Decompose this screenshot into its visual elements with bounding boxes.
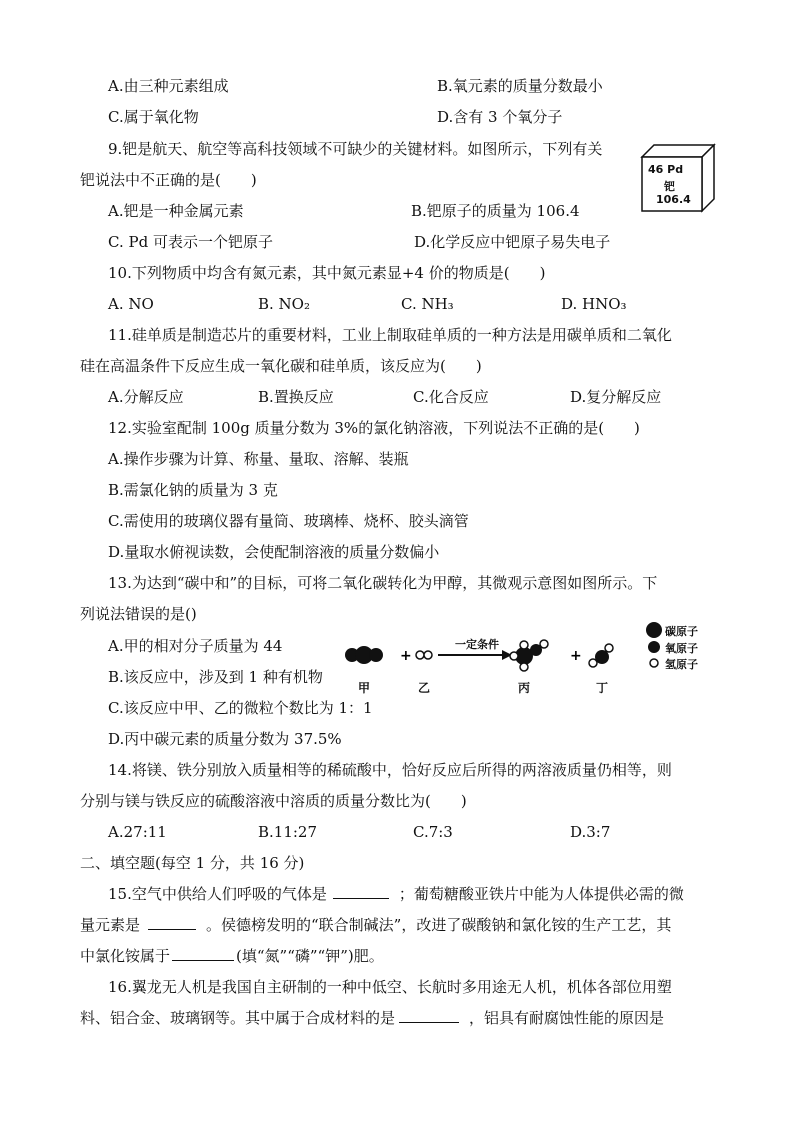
q11-option-c: C.化合反应 xyxy=(413,388,489,406)
q15-text-2b: 。侯德榜发明的“联合制碱法”，改进了碳酸钠和氯化铵的生产工艺，其 xyxy=(206,916,672,934)
q13-stem-line1: 13.为达到“碳中和”的目标，可将二氧化碳转化为甲醇，其微观示意图如图所示。下 xyxy=(108,574,658,592)
q13-stem-line2: 列说法错误的是() xyxy=(80,605,197,623)
q14-option-a: A.27:11 xyxy=(108,823,167,841)
label-ding: 丁 xyxy=(596,681,609,695)
q14-stem-line1: 14.将镁、铁分别放入质量相等的稀硫酸中，恰好反应后所得的两溶液质量仍相等，则 xyxy=(108,761,672,779)
q12-option-c: C.需使用的玻璃仪器有量筒、玻璃棒、烧杯、胶头滴管 xyxy=(108,512,469,530)
q9-stem-line2: 钯说法中不正确的是( ) xyxy=(80,171,257,189)
label-jia: 甲 xyxy=(358,681,371,695)
q13-option-b: B.该反应中，涉及到 1 种有机物 xyxy=(108,668,323,686)
q14-option-b: B.11:27 xyxy=(258,823,318,841)
legend-carbon-icon xyxy=(646,622,662,638)
q9-option-a: A.钯是一种金属元素 xyxy=(108,202,244,220)
molecule-ding xyxy=(589,644,613,667)
q10-option-a: A. NO xyxy=(108,295,154,313)
q10-stem: 10.下列物质中均含有氮元素，其中氮元素显+4 价的物质是( ) xyxy=(108,264,546,282)
q11-option-d: D.复分解反应 xyxy=(570,388,662,406)
q15-line2 xyxy=(80,915,671,935)
molecule-jia xyxy=(345,646,383,664)
q15-text-3b: (填“氮”“磷”“钾”)肥。 xyxy=(236,947,384,965)
q15-text-2a: 量元素是 xyxy=(80,916,141,934)
legend-oxygen-label: 氧原子 xyxy=(665,642,698,655)
element-number-symbol: 46 Pd xyxy=(648,163,684,176)
q15-blank-2[interactable] xyxy=(148,915,196,930)
q13-option-a: A.甲的相对分子质量为 44 xyxy=(108,637,283,655)
q8-option-c: C.属于氧化物 xyxy=(108,108,199,126)
q14-option-d: D.3:7 xyxy=(570,823,611,841)
q13-option-d: D.丙中碳元素的质量分数为 37.5% xyxy=(108,730,342,748)
legend-hydrogen-label: 氢原子 xyxy=(665,658,698,671)
q13-option-c: C.该反应中甲、乙的微粒个数比为 1：1 xyxy=(108,699,373,717)
q8-option-b: B.氧元素的质量分数最小 xyxy=(437,77,603,95)
q10-option-d: D. HNO₃ xyxy=(561,295,627,313)
q11-stem-line2: 硅在高温条件下反应生成一氧化碳和硅单质，该反应为( ) xyxy=(80,357,482,375)
section-title: 二、填空题(每空 1 分，共 16 分) xyxy=(80,854,305,872)
q8-option-a: A.由三种元素组成 xyxy=(108,77,229,95)
q15-text-1b: ；葡萄糖酸亚铁片中能为人体提供必需的微 xyxy=(398,885,684,903)
q9-stem-line1: 9.钯是航天、航空等高科技领域不可缺少的关键材料。如图所示，下列有关 xyxy=(108,140,603,158)
element-name: 钯 xyxy=(664,180,675,193)
q10-option-c: C. NH₃ xyxy=(401,295,454,313)
q15-line1 xyxy=(108,884,684,904)
q11-option-b: B.置换反应 xyxy=(258,388,334,406)
q16-line2 xyxy=(80,1008,664,1028)
q15-blank-3[interactable] xyxy=(172,946,234,961)
legend-hydrogen-icon xyxy=(650,659,658,667)
q14-stem-line2: 分别与镁与铁反应的硫酸溶液中溶质的质量分数比为( ) xyxy=(80,792,467,810)
q9-option-b: B.钯原子的质量为 106.4 xyxy=(411,202,580,220)
molecule-bing xyxy=(510,640,548,671)
molecule-yi xyxy=(416,651,432,659)
q8-option-d: D.含有 3 个氧分子 xyxy=(437,108,563,126)
plus-sign-1: + xyxy=(400,648,412,664)
q14-option-c: C.7:3 xyxy=(413,823,453,841)
q15-text-1a: 15.空气中供给人们呼吸的气体是 xyxy=(108,885,327,903)
q12-option-b: B.需氯化钠的质量为 3 克 xyxy=(108,481,278,499)
reaction-condition: 一定条件 xyxy=(455,638,499,651)
q16-text-2a: 料、铝合金、玻璃钢等。其中属于合成材料的是 xyxy=(80,1009,396,1027)
label-yi: 乙 xyxy=(418,681,431,695)
q16-text-2b: ，铝具有耐腐蚀性能的原因是 xyxy=(469,1009,665,1027)
q15-line3 xyxy=(80,946,384,966)
q12-option-a: A.操作步骤为计算、称量、量取、溶解、装瓶 xyxy=(108,450,409,468)
reaction-diagram xyxy=(342,620,712,700)
q9-option-c: C. Pd 可表示一个钯原子 xyxy=(108,233,273,251)
plus-sign-2: + xyxy=(570,648,582,664)
q11-option-a: A.分解反应 xyxy=(108,388,184,406)
palladium-element-card xyxy=(640,143,720,213)
element-mass: 106.4 xyxy=(656,193,691,206)
label-bing: 丙 xyxy=(518,681,531,695)
legend-carbon-label: 碳原子 xyxy=(665,625,698,638)
q12-option-d: D.量取水俯视读数，会使配制溶液的质量分数偏小 xyxy=(108,543,440,561)
q15-blank-1[interactable] xyxy=(333,884,389,899)
q11-stem-line1: 11.硅单质是制造芯片的重要材料，工业上制取硅单质的一种方法是用碳单质和二氧化 xyxy=(108,326,672,344)
q15-text-3a: 中氯化铵属于 xyxy=(80,947,171,965)
q10-option-b: B. NO₂ xyxy=(258,295,310,313)
q9-option-d: D.化学反应中钯原子易失电子 xyxy=(414,233,611,251)
q16-line1: 16.翼龙无人机是我国自主研制的一种中低空、长航时多用途无人机，机体各部位用塑 xyxy=(108,978,672,996)
q16-blank-1[interactable] xyxy=(399,1008,459,1023)
q12-stem: 12.实验室配制 100g 质量分数为 3%的氯化钠溶液，下列说法不正确的是( ) xyxy=(108,419,640,437)
legend-oxygen-icon xyxy=(648,641,660,653)
